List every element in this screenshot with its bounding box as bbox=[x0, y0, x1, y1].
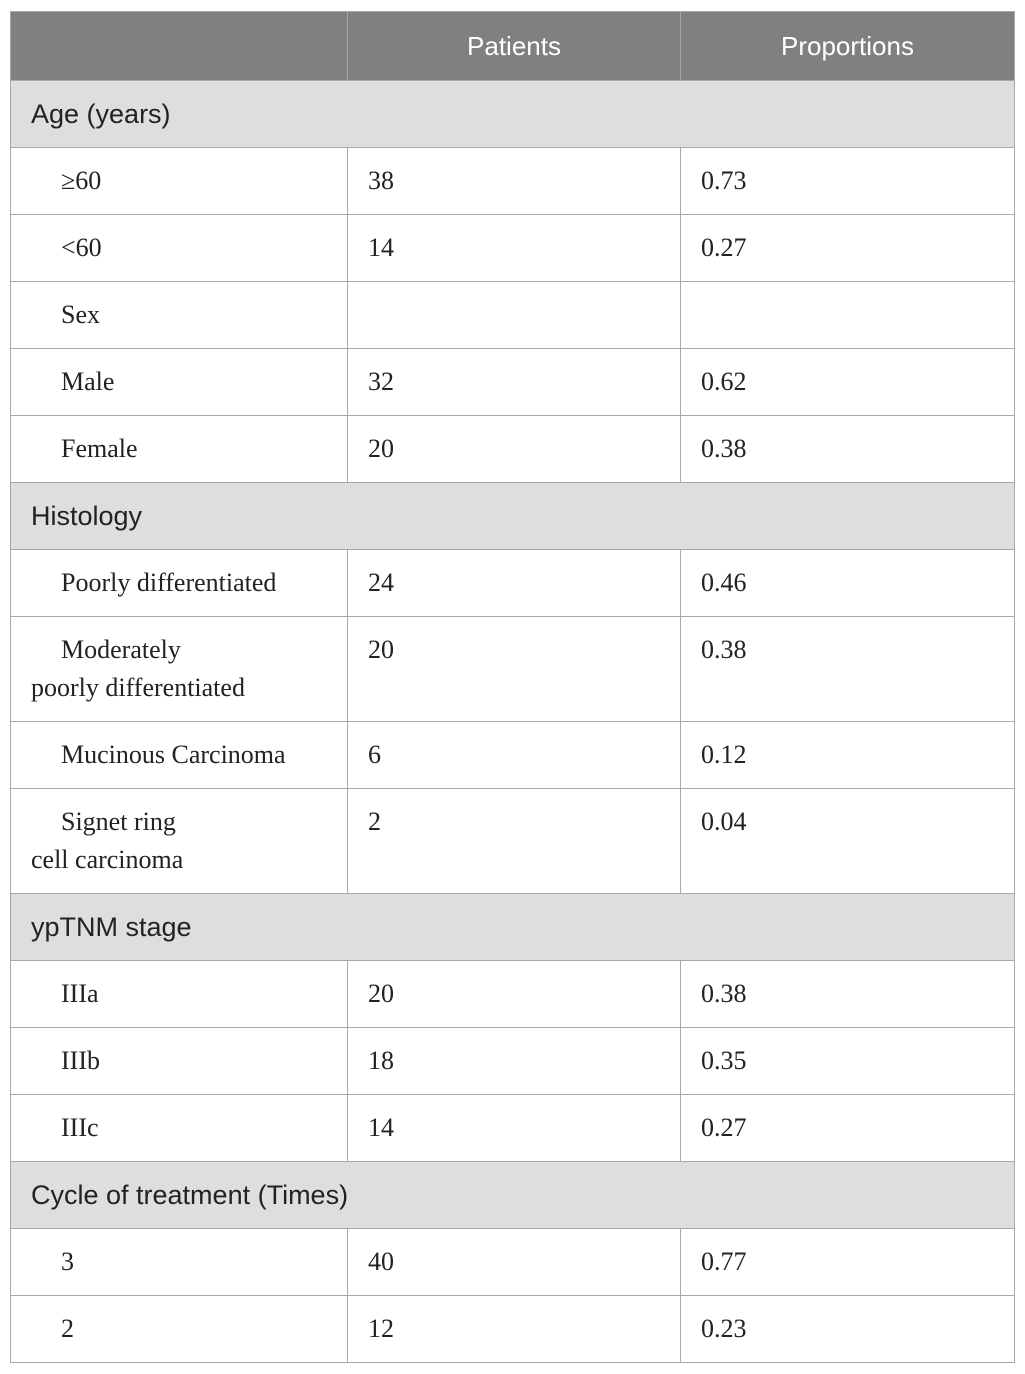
section-title: Histology bbox=[11, 483, 1015, 550]
table-row bbox=[11, 148, 1015, 215]
row-label: 2 bbox=[61, 1314, 74, 1343]
table-header-row bbox=[11, 12, 1015, 81]
table-row bbox=[11, 1095, 1015, 1162]
patients-cell: 2 bbox=[348, 789, 681, 894]
proportion-cell: 0.73 bbox=[681, 148, 1015, 215]
proportion-cell: 0.04 bbox=[681, 789, 1015, 894]
table-row bbox=[11, 349, 1015, 416]
patients-cell: 20 bbox=[348, 416, 681, 483]
proportion-cell bbox=[681, 282, 1015, 349]
patients-cell: 12 bbox=[348, 1296, 681, 1363]
patients-cell: 20 bbox=[348, 617, 681, 722]
patient-characteristics-table bbox=[10, 11, 1015, 1363]
row-label-line1: Moderately bbox=[61, 635, 181, 664]
table-row bbox=[11, 789, 1015, 894]
patients-cell: 40 bbox=[348, 1229, 681, 1296]
patients-cell: 20 bbox=[348, 961, 681, 1028]
table-row bbox=[11, 1296, 1015, 1363]
table-row bbox=[11, 1028, 1015, 1095]
row-label-line2: cell carcinoma bbox=[31, 845, 184, 874]
column-header-proportions: Proportions bbox=[681, 12, 1015, 81]
column-header-patients: Patients bbox=[348, 12, 681, 81]
row-label: IIIc bbox=[61, 1113, 99, 1142]
row-label: Sex bbox=[61, 300, 100, 329]
table-row bbox=[11, 550, 1015, 617]
row-label-line2: poorly differentiated bbox=[31, 673, 245, 702]
proportion-cell: 0.12 bbox=[681, 722, 1015, 789]
proportion-cell: 0.62 bbox=[681, 349, 1015, 416]
proportion-cell: 0.38 bbox=[681, 617, 1015, 722]
proportion-cell: 0.27 bbox=[681, 1095, 1015, 1162]
patients-cell: 32 bbox=[348, 349, 681, 416]
row-label: 3 bbox=[61, 1247, 74, 1276]
proportion-cell: 0.38 bbox=[681, 961, 1015, 1028]
patients-cell: 38 bbox=[348, 148, 681, 215]
proportion-cell: 0.46 bbox=[681, 550, 1015, 617]
section-row-histology bbox=[11, 483, 1015, 550]
row-label: <60 bbox=[61, 233, 102, 262]
section-title: Age (years) bbox=[11, 81, 1015, 148]
row-label: Male bbox=[61, 367, 115, 396]
table-row bbox=[11, 416, 1015, 483]
table-row bbox=[11, 215, 1015, 282]
table-row bbox=[11, 1229, 1015, 1296]
proportion-cell: 0.27 bbox=[681, 215, 1015, 282]
section-title: ypTNM stage bbox=[11, 894, 1015, 961]
section-row-age bbox=[11, 81, 1015, 148]
section-row-yptnm-stage bbox=[11, 894, 1015, 961]
patients-cell bbox=[348, 282, 681, 349]
proportion-cell: 0.77 bbox=[681, 1229, 1015, 1296]
patients-cell: 14 bbox=[348, 1095, 681, 1162]
table-row bbox=[11, 282, 1015, 349]
row-label-line1: Signet ring bbox=[61, 807, 176, 836]
row-label: IIIb bbox=[61, 1046, 100, 1075]
table-row bbox=[11, 617, 1015, 722]
row-label: Female bbox=[61, 434, 138, 463]
row-label: ≥60 bbox=[61, 166, 102, 195]
section-title: Cycle of treatment (Times) bbox=[11, 1162, 1015, 1229]
patients-cell: 14 bbox=[348, 215, 681, 282]
row-label: Poorly differentiated bbox=[61, 568, 277, 597]
patients-cell: 18 bbox=[348, 1028, 681, 1095]
proportion-cell: 0.23 bbox=[681, 1296, 1015, 1363]
row-label: IIIa bbox=[61, 979, 99, 1008]
patients-cell: 6 bbox=[348, 722, 681, 789]
table-row bbox=[11, 961, 1015, 1028]
section-row-cycle-of-treatment bbox=[11, 1162, 1015, 1229]
patients-cell: 24 bbox=[348, 550, 681, 617]
proportion-cell: 0.38 bbox=[681, 416, 1015, 483]
column-header-label bbox=[11, 12, 348, 81]
proportion-cell: 0.35 bbox=[681, 1028, 1015, 1095]
row-label: Mucinous Carcinoma bbox=[61, 740, 286, 769]
table-row bbox=[11, 722, 1015, 789]
